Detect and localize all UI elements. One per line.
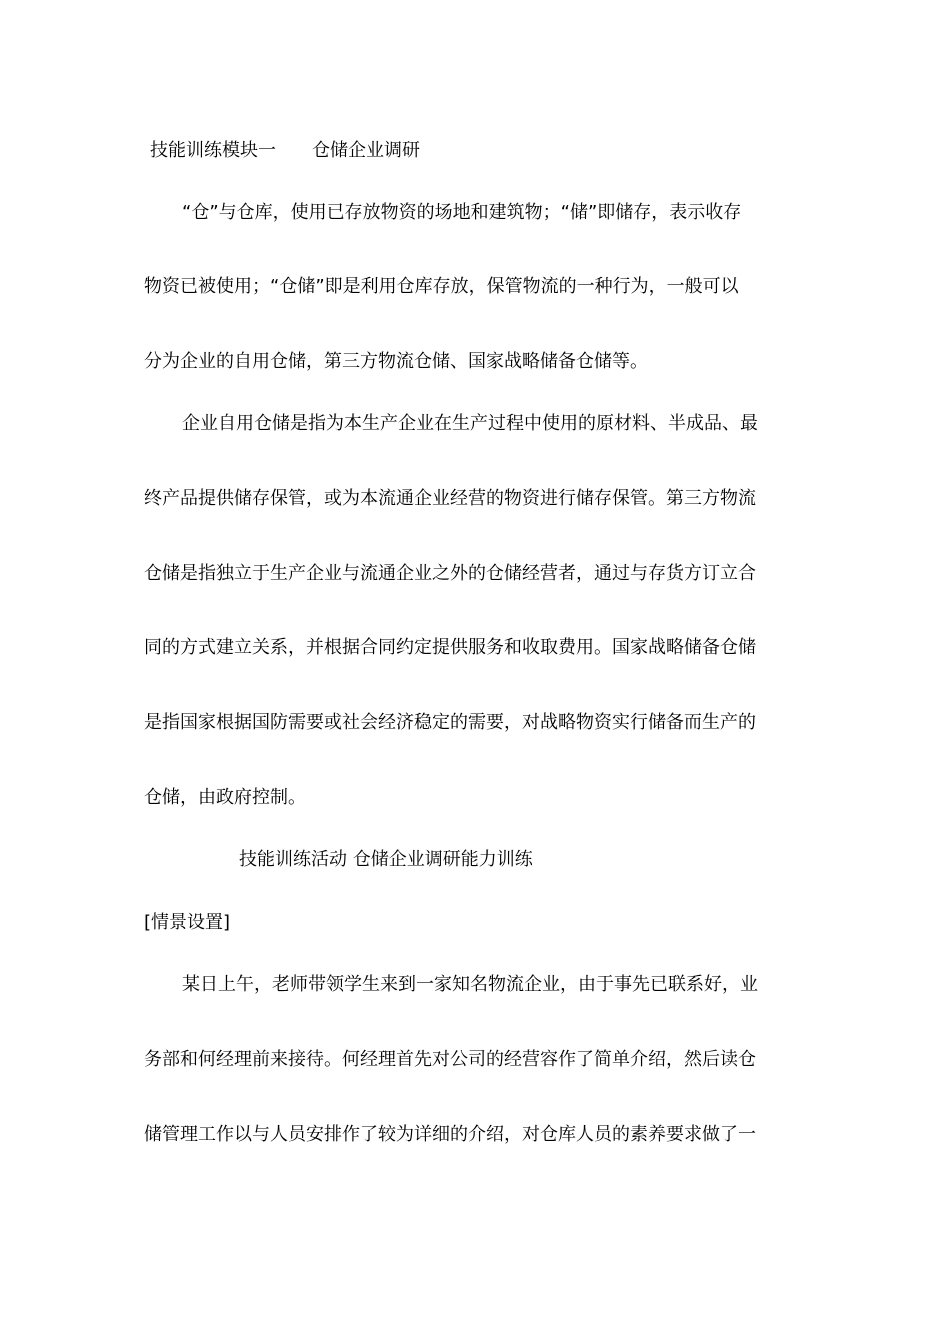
paragraph-2-line-3: 仓储是指独立于生产企业与流通企业之外的仓储经营者，通过与存货方订立合 [144, 563, 756, 584]
activity-title: 技能训练活动 仓储企业调研能力训练 [239, 849, 533, 870]
paragraph-2-line-1: 企业自用仓储是指为本生产企业在生产过程中使用的原材料、半成品、最 [182, 413, 758, 434]
paragraph-2-line-2: 终产品提供储存保管，或为本流通企业经营的物资进行储存保管。第三方物流 [144, 488, 756, 509]
paragraph-3-line-3: 储管理工作以与人员安排作了较为详细的介绍，对仓库人员的素养要求做了一 [144, 1124, 756, 1145]
scenario-label: [情景设置] [144, 912, 231, 933]
module-title [150, 139, 420, 163]
paragraph-2-line-4: 同的方式建立关系，并根据合同约定提供服务和收取费用。国家战略储备仓储 [144, 637, 756, 658]
paragraph-1-line-1: “仓”与仓库，使用已存放物资的场地和建筑物；“储”即储存，表示收存 [182, 202, 742, 223]
paragraph-2-line-6: 仓储，由政府控制。 [144, 787, 306, 808]
paragraph-3-line-2: 务部和何经理前来接待。何经理首先对公司的经营容作了简单介绍，然后读仓 [144, 1049, 756, 1070]
paragraph-1-line-2: 物资已被使用；“仓储”即是利用仓库存放，保管物流的一种行为，一般可以 [144, 276, 739, 297]
paragraph-1-line-3: 分为企业的自用仓储，第三方物流仓储、国家战略储备仓储等。 [144, 351, 648, 372]
module-subtitle: 仓储企业调研 [312, 140, 420, 161]
module-title-label: 技能训练模块一 [150, 140, 276, 161]
paragraph-3-line-1: 某日上午，老师带领学生来到一家知名物流企业，由于事先已联系好，业 [182, 974, 758, 995]
paragraph-2-line-5: 是指国家根据国防需要或社会经济稳定的需要，对战略物资实行储备而生产的 [144, 712, 756, 733]
